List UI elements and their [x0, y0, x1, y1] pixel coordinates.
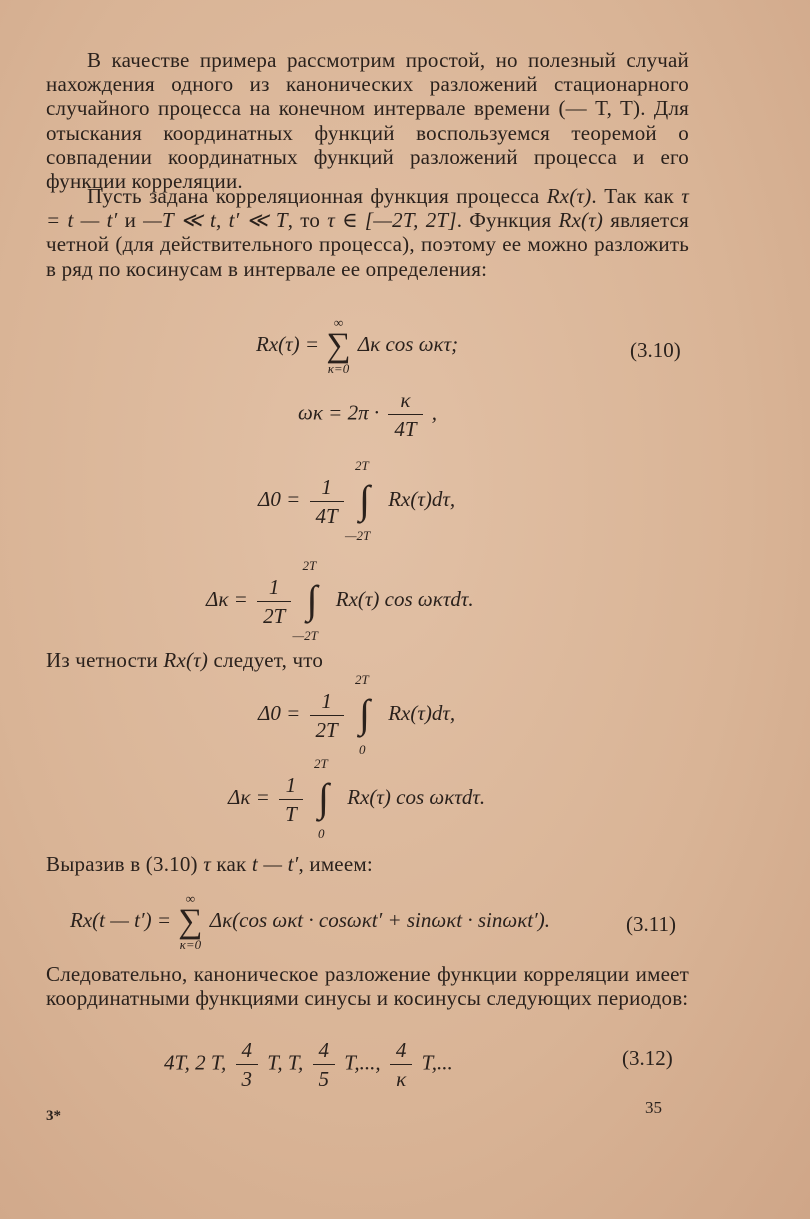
fraction-denominator: 4T	[315, 503, 338, 528]
fraction-denominator: 4T	[394, 417, 417, 441]
fraction-numerator: 1	[310, 475, 344, 502]
eq-lhs: Rx(τ) =	[256, 331, 320, 356]
eq-lhs: Δ0 =	[258, 700, 301, 725]
sum-operator: ∞ ∑ κ=0	[326, 315, 351, 376]
eq-rhs: Rx(τ)dτ,	[388, 700, 456, 725]
text-fragment: , то	[287, 208, 321, 233]
text-fragment: , имеем:	[298, 852, 373, 876]
fraction-numerator: κ	[388, 388, 422, 415]
text-fragment: Выразив в (3.10)	[46, 852, 198, 876]
fraction	[279, 773, 303, 826]
paragraph-intro-text: В качестве примера рассмотрим простой, но полезный случай нахождения одного из канонических разложений стационарного случайного процесса на конечном интервале времени (— T, T). Для отыскания координатных функций воспользуемся теоремой о совпадении координатных функций разложений процесса и его функции корреляции.	[46, 48, 689, 194]
fraction	[390, 1038, 413, 1091]
math-rx-tau: Rx(τ)	[558, 208, 604, 233]
integral-operator: 2T ∫ 0	[354, 672, 370, 757]
paragraph-correlation	[46, 184, 689, 281]
paragraph-conclusion	[46, 962, 689, 1010]
sum-operator: ∞ ∑ κ=0	[178, 891, 203, 952]
text-fragment: и	[124, 208, 137, 233]
eq-lhs: Δ0 =	[258, 486, 301, 511]
math-tau-range: τ ∈ [—2T, 2T]	[327, 208, 457, 233]
eq-part: T,...	[421, 1050, 453, 1075]
sum-lower-limit: κ=0	[327, 361, 350, 376]
eq-lhs: ωκ = 2π ·	[298, 400, 380, 425]
eq-rhs: Rx(τ)dτ,	[388, 486, 456, 511]
fraction-numerator: 1	[310, 689, 344, 716]
integral-lower-limit: —2T	[292, 628, 318, 643]
equation-omega	[298, 388, 437, 441]
fraction-numerator: 1	[279, 773, 303, 800]
fraction-denominator: 2T	[263, 603, 286, 628]
eq-rhs: Rx(τ) cos ωκτdτ.	[335, 586, 474, 611]
sum-upper-limit: ∞	[185, 891, 196, 906]
eq-tail: ,	[431, 400, 438, 425]
fraction-numerator: 4	[313, 1038, 336, 1065]
integral-lower-limit: 0	[358, 742, 366, 757]
eq-lhs: Δκ =	[206, 586, 248, 611]
equation-deltak-full	[206, 558, 474, 643]
math-tau-def: τ = t — t′	[46, 184, 689, 233]
math-rx-tau: Rx(τ)	[546, 184, 592, 208]
fraction-numerator: 4	[236, 1038, 259, 1065]
fraction	[313, 1038, 336, 1091]
fraction-numerator: 1	[257, 575, 291, 602]
integral-upper-limit: 2T	[354, 458, 369, 473]
text-fragment: следует, что	[213, 648, 324, 672]
equation-3-10	[256, 316, 458, 376]
paragraph-intro	[46, 48, 689, 193]
integral-lower-limit: 0	[318, 826, 325, 841]
integral-upper-limit: 2T	[354, 672, 369, 687]
integral-upper-limit: 2T	[302, 558, 317, 573]
sum-upper-limit: ∞	[333, 315, 344, 330]
paragraph-substitution	[46, 852, 689, 876]
paragraph-evenness	[46, 648, 689, 672]
equation-label-3-12: (3.12)	[622, 1046, 673, 1070]
equation-delta0-half	[258, 672, 456, 757]
fraction-denominator: 3	[241, 1067, 252, 1091]
eq-rhs: Δκ(cos ωκt · cosωκt′ + sinωκt · sinωκt′).	[209, 907, 550, 932]
math-t-minus-tprime: t — t′	[251, 852, 299, 876]
fraction	[388, 388, 422, 441]
equation-label-3-10: (3.10)	[630, 338, 681, 362]
integral-lower-limit: —2T	[344, 528, 371, 543]
eq-rhs: Δκ cos ωκτ;	[357, 331, 459, 356]
text-fragment: Из четности	[46, 648, 158, 672]
equation-deltak-half	[228, 756, 486, 841]
math-tau: τ	[203, 852, 211, 876]
text-fragment: как	[216, 852, 247, 876]
equation-3-11	[70, 892, 550, 952]
eq-part: T,...,	[344, 1050, 381, 1075]
eq-lhs: Rx(t — t′) =	[70, 907, 171, 932]
integral-upper-limit: 2T	[314, 756, 328, 771]
sum-lower-limit: κ=0	[179, 937, 202, 952]
text-fragment: . Функция	[456, 208, 552, 233]
fraction	[310, 689, 344, 742]
page-number: 35	[645, 1098, 662, 1117]
equation-3-12	[164, 1038, 453, 1091]
fraction-numerator: 4	[390, 1038, 413, 1065]
text-fragment: является четной (для действительного процесса), поэтому ее можно разложить в ряд по косинусам в интервале ее определения:	[46, 208, 690, 281]
integral-operator: 2T ∫ —2T	[292, 558, 318, 643]
eq-lhs: Δκ =	[228, 784, 270, 809]
text-fragment: Пусть задана корреляционная функция процесса	[87, 184, 540, 208]
fraction	[310, 475, 344, 528]
math-rx-tau: Rx(τ)	[163, 648, 209, 672]
printer-signature: 3*	[46, 1108, 61, 1124]
equation-label-3-11: (3.11)	[626, 912, 676, 936]
fraction-denominator: T	[285, 801, 297, 826]
text-fragment: . Так как	[591, 184, 674, 208]
integral-operator: 2T ∫ —2T	[344, 458, 371, 543]
eq-part: 4T, 2 T,	[164, 1050, 227, 1075]
fraction-denominator: κ	[396, 1067, 407, 1091]
fraction	[257, 575, 291, 628]
paragraph-conclusion-text: Следовательно, каноническое разложение функции корреляции имеет координатными функциями синусы и косинусы следующих периодов:	[46, 962, 689, 1011]
equation-delta0-full	[258, 458, 456, 543]
fraction-denominator: 2T	[315, 717, 338, 742]
fraction-denominator: 5	[318, 1067, 329, 1091]
eq-part: T, T,	[267, 1050, 304, 1075]
math-range-condition: —T ≪ t, t′ ≪ T	[143, 208, 288, 233]
eq-rhs: Rx(τ) cos ωκτdτ.	[347, 784, 486, 809]
fraction	[236, 1038, 259, 1091]
integral-operator: 2T ∫ 0	[314, 756, 329, 841]
